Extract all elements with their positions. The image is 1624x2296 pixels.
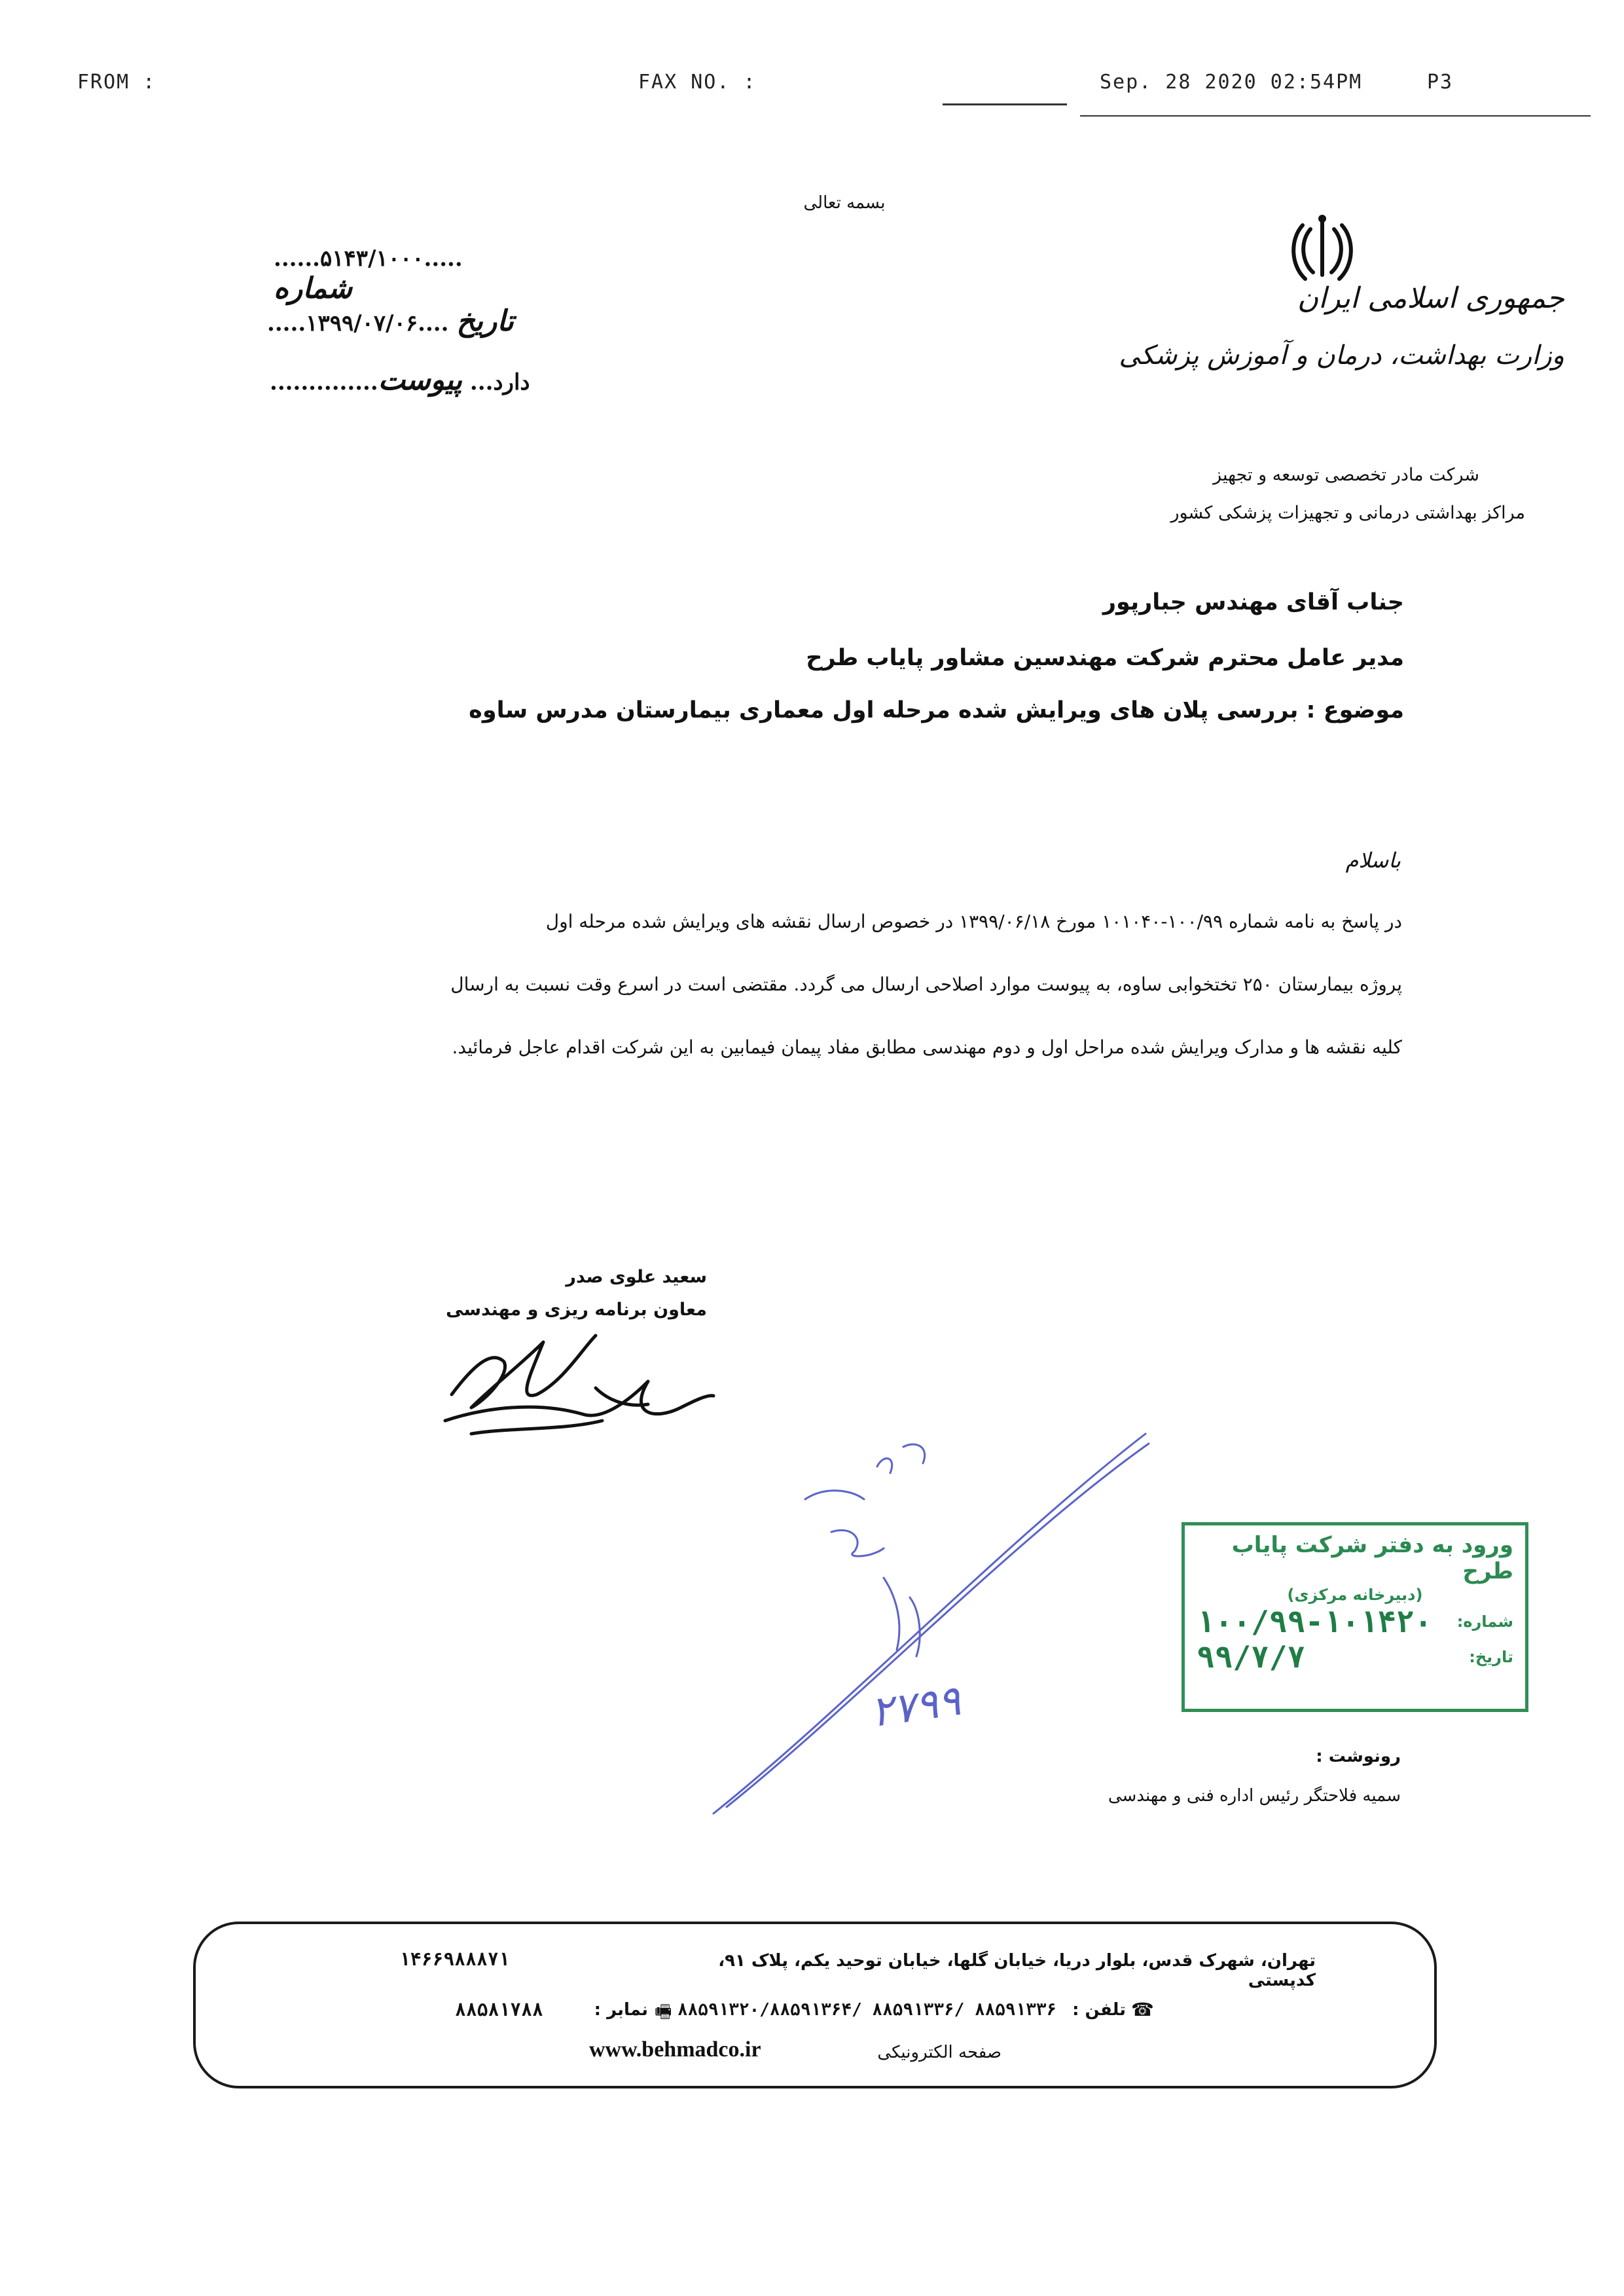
country-name: جمهوری اسلامی ایران (1297, 282, 1564, 315)
receipt-stamp (1182, 1522, 1528, 1712)
letter-date-value: .....۱۳۹۹/۰۷/۰۶.... (267, 310, 449, 337)
letter-attachment-label: پیوست (378, 363, 463, 397)
letter-date-label: تاریخ (456, 304, 514, 338)
footer-address: تهران، شهرک قدس، بلوار دریا، خیابان گلها، خیابان توحید یکم، پلاک ۹۱، کدپستی (718, 1951, 1316, 1990)
letter-date-row (267, 304, 535, 338)
signer-name: سعید علوی صدر (566, 1267, 707, 1287)
handwritten-number: ۲۷۹۹ (867, 1676, 964, 1738)
footer-phone-label: تلفن : (1072, 2000, 1126, 2020)
fax-page-number: P3 (1427, 71, 1454, 94)
fax-machine-icon: 🖷 (655, 2001, 672, 2022)
body-line-3: کلیه نقشه ها و مدارک ویرایش شده مراحل اول و دوم مهندسی مطابق مفاد پیمان فیمابین به این شرکت اقدام عاجل فرمائید. (452, 1036, 1402, 1058)
fax-from-label: FROM : (77, 71, 156, 94)
footer-fax-number: ۸۸۵۸۱۷۸۸ (455, 1999, 543, 2020)
company-name-line2: مراکز بهداشتی درمانی و تجهیزات پزشکی کشور (1170, 503, 1525, 523)
handwritten-signature (432, 1322, 720, 1447)
footer-fax-label: نمابر : (594, 2000, 648, 2020)
stamp-number-value: ۱۰۰/۹۹-۱۰۱۴۲۰ (1197, 1604, 1433, 1639)
stamp-date-value: ۹۹/۷/۷ (1197, 1639, 1306, 1675)
cc-recipient: سمیه فلاحتگر رئیس اداره فنی و مهندسی (1108, 1786, 1401, 1806)
cc-label: رونوشت : (1316, 1747, 1401, 1766)
letter-attachment-row (270, 363, 538, 397)
letter-number-label: شماره (274, 272, 353, 305)
fax-datetime: Sep. 28 2020 02:54PM (1100, 71, 1363, 94)
phone-icon: ☎ (1131, 1999, 1154, 2020)
body-paragraph (270, 890, 1402, 1079)
stamp-title: ورود به دفتر شرکت پایاب طرح (1231, 1532, 1513, 1584)
handwritten-annotation (687, 1427, 1159, 1820)
stamp-number-label: شماره: (1456, 1613, 1513, 1631)
iran-emblem-icon (1283, 210, 1362, 288)
addressee-title: مدیر عامل محترم شرکت مهندسین مشاور پایاب طرح (806, 645, 1404, 671)
fax-rule-left (943, 103, 1067, 105)
fax-number-label: FAX NO. : (638, 71, 757, 94)
letter-number-value: ......۵۱۴۳/۱۰۰۰..... (274, 246, 463, 272)
stamp-date-label: تاریخ: (1469, 1648, 1513, 1666)
greeting: باسلام (1345, 848, 1401, 873)
letter-attachment-value: ..............دارد... (270, 369, 530, 395)
company-name-line1: شرکت مادر تخصصی توسعه و تجهیز (1213, 465, 1479, 485)
stamp-subtitle: (دبیرخانه مرکزی) (1287, 1586, 1423, 1604)
footer-phone-numbers: ۸۸۵۹۱۳۲۰/۸۸۵۹۱۳۶۴/ ۸۸۵۹۱۳۳۶/ ۸۸۵۹۱۳۳۶ (677, 2000, 1057, 2020)
body-line-2: پروژه بیمارستان ۲۵۰ تختخوابی ساوه، به پیوست موارد اصلاحی ارسال می گردد. مقتضی است در اسرع وقت نسبت به ارسال (450, 974, 1402, 995)
signer-title: معاون برنامه ریزی و مهندسی (446, 1300, 707, 1320)
letter-number-row (274, 246, 535, 305)
addressee-name: جناب آقای مهندس جبارپور (1102, 589, 1404, 615)
bismillah: بسمه تعالی (803, 193, 886, 213)
body-line-1: در پاسخ به نامه شماره ۱۰۰/۹۹-۱۰۱۰۴۰ مورخ ۱۳۹۹/۰۶/۱۸ در خصوص ارسال نقشه های ویرایش شده مرحله اول (545, 911, 1402, 932)
letter-subject: موضوع : بررسی پلان های ویرایش شده مرحله اول معماری بیمارستان مدرس ساوه (469, 697, 1404, 723)
fax-rule-right (1080, 115, 1591, 117)
footer-website-label: صفحه الکترونیکی (877, 2043, 1001, 2062)
ministry-name: وزارت بهداشت، درمان و آموزش پزشکی (1119, 340, 1564, 371)
footer-postal-code: ۱۴۶۶۹۸۸۸۷۱ (399, 1948, 510, 1970)
footer-website: www.behmadco.ir (589, 2037, 761, 2062)
